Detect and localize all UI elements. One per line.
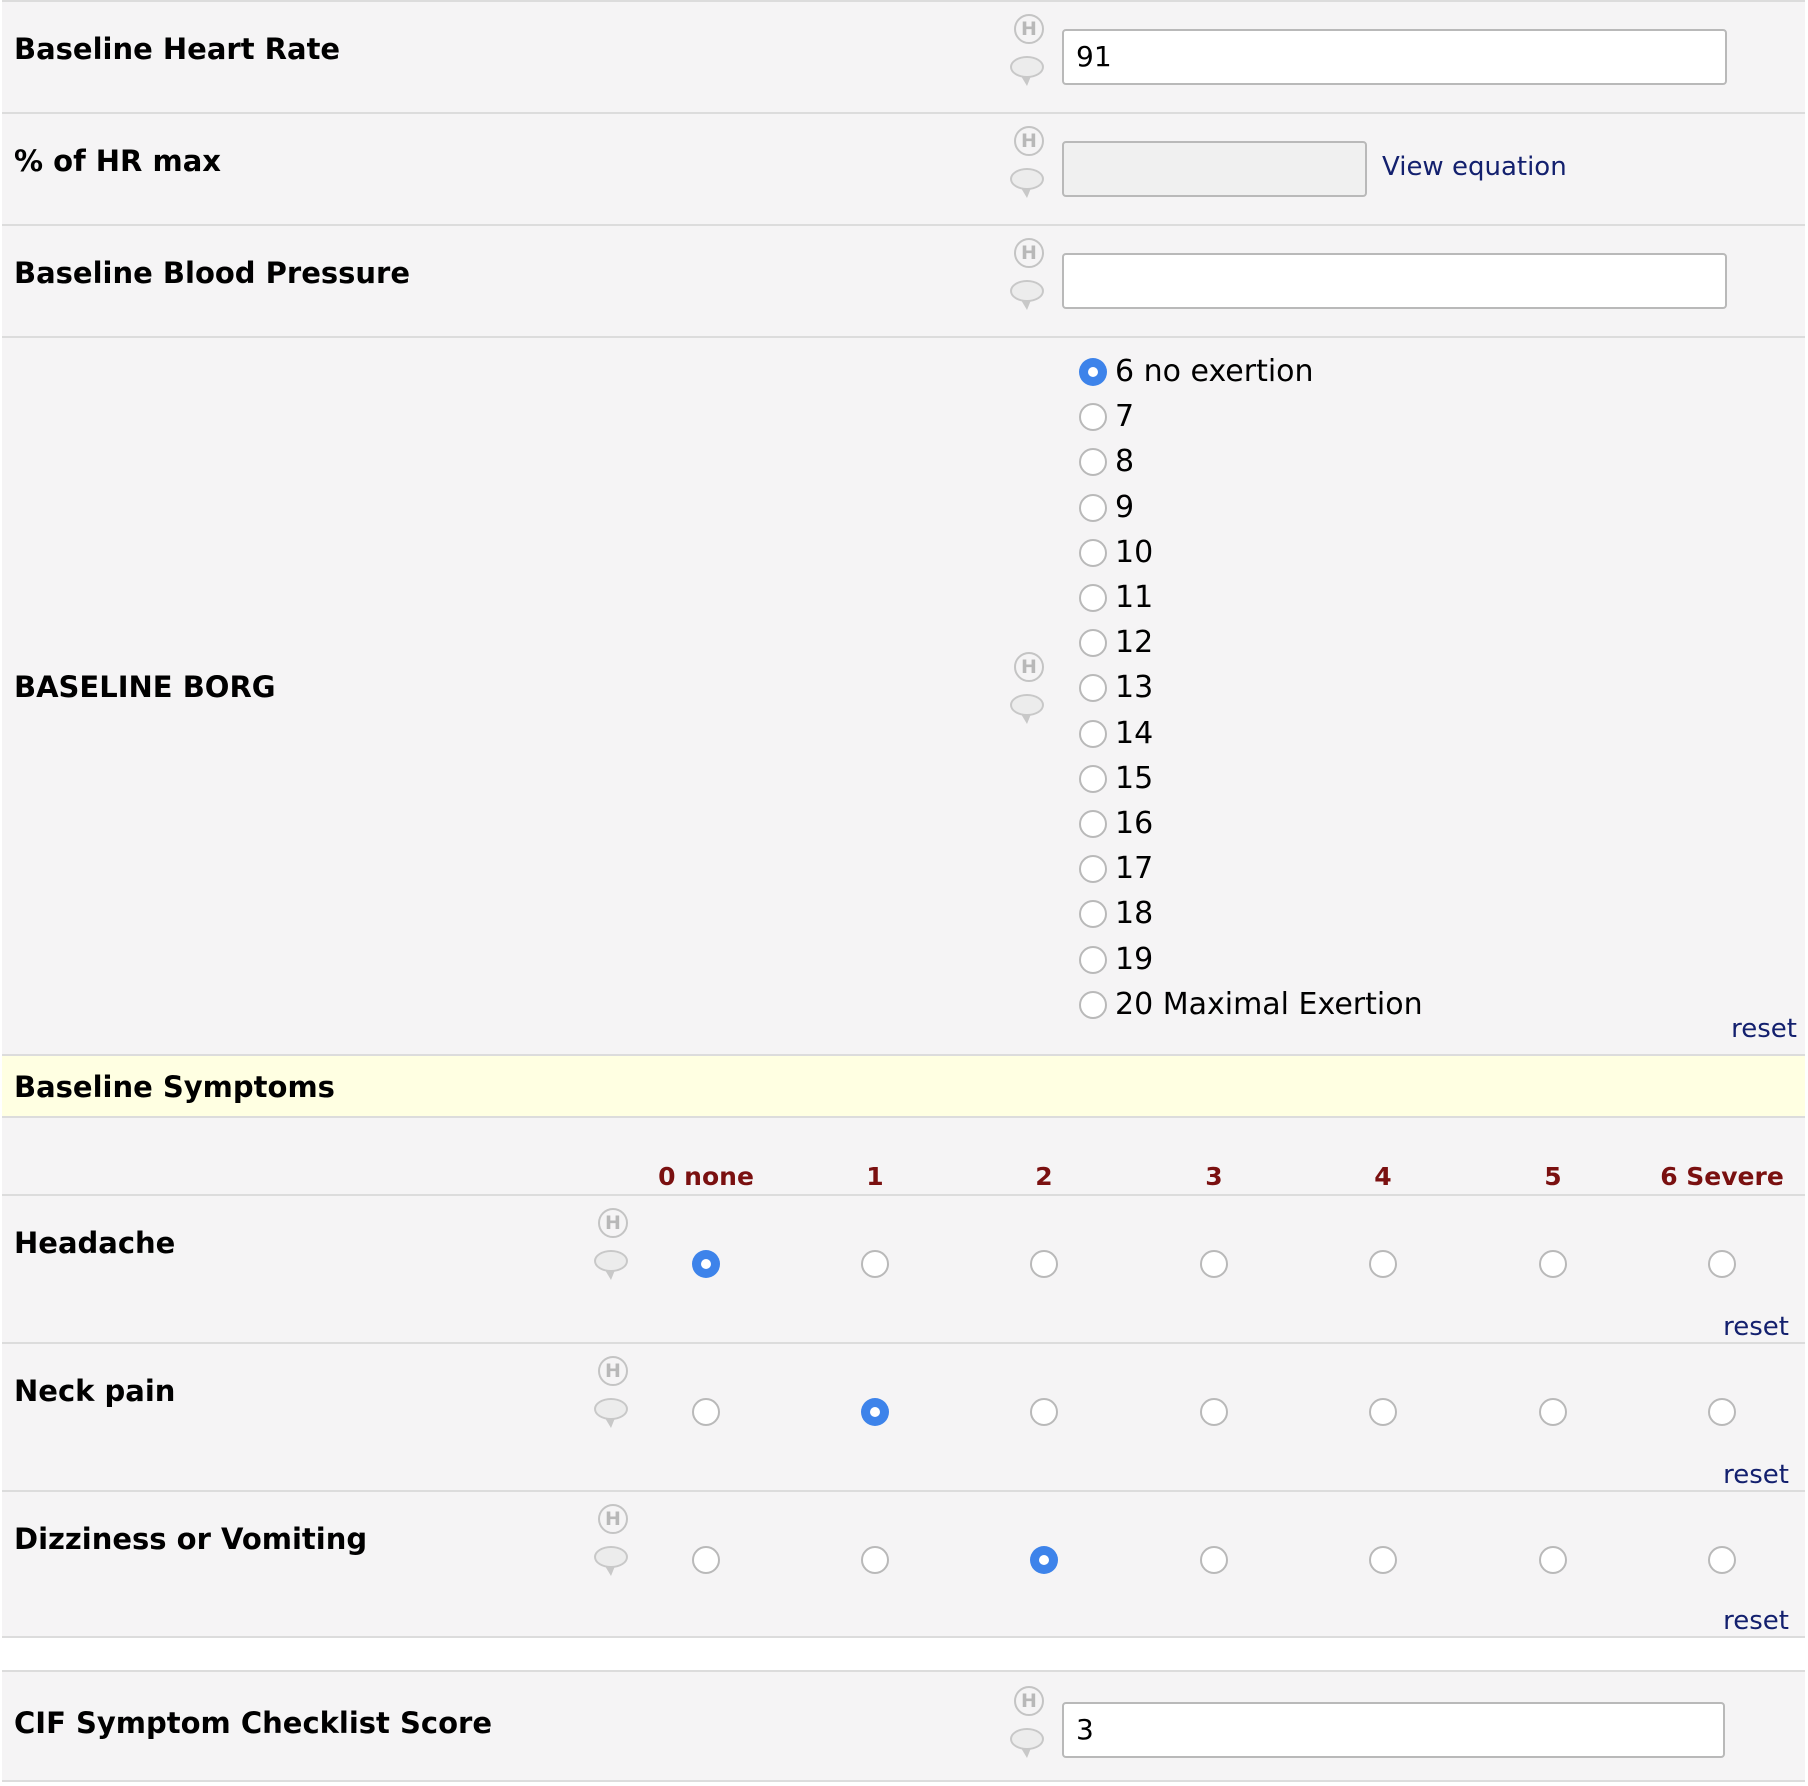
- view-equation-link[interactable]: View equation: [1382, 152, 1567, 182]
- borg-option-label: 14: [1115, 715, 1154, 751]
- borg-radio[interactable]: [1079, 494, 1107, 522]
- borg-radio[interactable]: [1079, 403, 1107, 431]
- headache-reset-link[interactable]: reset: [1723, 1312, 1789, 1342]
- symptom-radio[interactable]: [1539, 1398, 1567, 1426]
- comment-icon[interactable]: [594, 1398, 628, 1420]
- row-hr-max: [2, 112, 1805, 224]
- borg-radio[interactable]: [1079, 539, 1107, 567]
- symptom-label: Headache: [14, 1226, 176, 1260]
- symptom-radio[interactable]: [1369, 1250, 1397, 1278]
- symptom-radio[interactable]: [861, 1250, 889, 1278]
- blood-pressure-label: Baseline Blood Pressure: [14, 256, 411, 290]
- symptom-radio[interactable]: [692, 1250, 720, 1278]
- hr-max-input: [1062, 141, 1367, 197]
- row-heart-rate: [2, 0, 1805, 112]
- borg-option-label: 8: [1115, 444, 1135, 480]
- comment-icon[interactable]: [1010, 280, 1044, 302]
- borg-radio[interactable]: [1079, 358, 1107, 386]
- borg-option-label: 12: [1115, 625, 1154, 661]
- row-blood-pressure: [2, 224, 1805, 336]
- borg-radio[interactable]: [1079, 674, 1107, 702]
- comment-icon[interactable]: [1010, 56, 1044, 78]
- neck-pain-reset-link[interactable]: reset: [1723, 1460, 1789, 1490]
- matrix-row-headache: [2, 1194, 1805, 1342]
- symptom-radio[interactable]: [1539, 1546, 1567, 1574]
- borg-radio[interactable]: [1079, 584, 1107, 612]
- field-icons: [594, 1208, 634, 1282]
- symptom-radio[interactable]: [1539, 1250, 1567, 1278]
- borg-option-label: 15: [1115, 760, 1154, 796]
- borg-option-label: 7: [1115, 399, 1135, 435]
- hr-max-label: % of HR max: [14, 144, 221, 178]
- field-icons: [1010, 652, 1050, 726]
- symptom-radio[interactable]: [1030, 1398, 1058, 1426]
- borg-option-label: 10: [1115, 534, 1154, 570]
- borg-radio[interactable]: [1079, 720, 1107, 748]
- borg-option-label: 6 no exertion: [1115, 354, 1314, 389]
- history-icon[interactable]: H: [598, 1356, 628, 1386]
- scale-header: 3: [1205, 1162, 1223, 1191]
- history-icon[interactable]: H: [1014, 652, 1044, 682]
- borg-radio[interactable]: [1079, 810, 1107, 838]
- symptom-radio[interactable]: [1200, 1398, 1228, 1426]
- row-cif-score: [2, 1670, 1805, 1782]
- borg-option-label: 9: [1115, 489, 1135, 525]
- section-header-baseline-symptoms: [2, 1054, 1805, 1118]
- scale-header: 5: [1544, 1162, 1562, 1191]
- history-icon[interactable]: H: [1014, 14, 1044, 44]
- borg-option-label: 11: [1115, 580, 1154, 615]
- borg-radio[interactable]: [1079, 448, 1107, 476]
- borg-radio[interactable]: [1079, 900, 1107, 928]
- history-icon[interactable]: H: [1014, 126, 1044, 156]
- history-icon[interactable]: H: [598, 1208, 628, 1238]
- scale-header: 4: [1374, 1162, 1392, 1191]
- borg-label: BASELINE BORG: [14, 670, 276, 704]
- field-icons: [1010, 126, 1050, 200]
- symptom-radio[interactable]: [1200, 1250, 1228, 1278]
- dizziness-reset-link[interactable]: reset: [1723, 1606, 1789, 1636]
- borg-radio[interactable]: [1079, 765, 1107, 793]
- borg-option-label: 20 Maximal Exertion: [1115, 986, 1423, 1022]
- symptom-radio[interactable]: [1200, 1546, 1228, 1574]
- comment-icon[interactable]: [594, 1546, 628, 1568]
- field-icons: [594, 1504, 634, 1578]
- borg-option-label: 13: [1115, 670, 1154, 706]
- matrix-row-dizziness: [2, 1490, 1805, 1638]
- borg-option-label: 16: [1115, 806, 1154, 841]
- field-icons: [1010, 14, 1050, 88]
- matrix-row-neck-pain: [2, 1342, 1805, 1490]
- symptom-label: Dizziness or Vomiting: [14, 1522, 368, 1556]
- symptom-radio[interactable]: [1708, 1250, 1736, 1278]
- history-icon[interactable]: H: [1014, 1686, 1044, 1716]
- borg-reset-link[interactable]: reset: [1731, 1014, 1797, 1044]
- comment-icon[interactable]: [594, 1250, 628, 1272]
- borg-radio[interactable]: [1079, 855, 1107, 883]
- symptom-radio[interactable]: [1708, 1546, 1736, 1574]
- borg-option-label: 18: [1115, 896, 1154, 932]
- field-icons: [594, 1356, 634, 1430]
- field-icons: [1010, 238, 1050, 312]
- symptom-radio[interactable]: [692, 1398, 720, 1426]
- row-borg: [2, 336, 1805, 1054]
- symptom-label: Neck pain: [14, 1374, 176, 1408]
- section-title: Baseline Symptoms: [14, 1070, 335, 1104]
- symptom-radio[interactable]: [861, 1398, 889, 1426]
- scale-header: 1: [866, 1162, 884, 1191]
- borg-radio[interactable]: [1079, 629, 1107, 657]
- borg-radio[interactable]: [1079, 946, 1107, 974]
- borg-radio[interactable]: [1079, 991, 1107, 1019]
- symptom-radio[interactable]: [692, 1546, 720, 1574]
- borg-option-label: 17: [1115, 851, 1154, 887]
- symptom-radio[interactable]: [1030, 1546, 1058, 1574]
- scale-header: 0 none: [658, 1162, 754, 1191]
- cif-score-input[interactable]: 3: [1062, 1702, 1725, 1758]
- symptom-radio[interactable]: [1708, 1398, 1736, 1426]
- symptom-radio[interactable]: [1369, 1398, 1397, 1426]
- history-icon[interactable]: H: [1014, 238, 1044, 268]
- symptom-radio[interactable]: [1030, 1250, 1058, 1278]
- comment-icon[interactable]: [1010, 1728, 1044, 1750]
- heart-rate-input[interactable]: 91: [1062, 29, 1727, 85]
- scale-header: 2: [1035, 1162, 1053, 1191]
- cif-score-label: CIF Symptom Checklist Score: [14, 1706, 492, 1740]
- history-icon[interactable]: H: [598, 1504, 628, 1534]
- blood-pressure-input[interactable]: [1062, 253, 1727, 309]
- symptom-radio[interactable]: [1369, 1546, 1397, 1574]
- scale-header: 6 Severe: [1660, 1162, 1784, 1191]
- comment-icon[interactable]: [1010, 168, 1044, 190]
- symptom-radio[interactable]: [861, 1546, 889, 1574]
- borg-option-label: 19: [1115, 941, 1154, 977]
- matrix-header-row: [2, 1118, 1805, 1194]
- comment-icon[interactable]: [1010, 694, 1044, 716]
- field-icons: [1010, 1686, 1050, 1760]
- heart-rate-label: Baseline Heart Rate: [14, 32, 341, 66]
